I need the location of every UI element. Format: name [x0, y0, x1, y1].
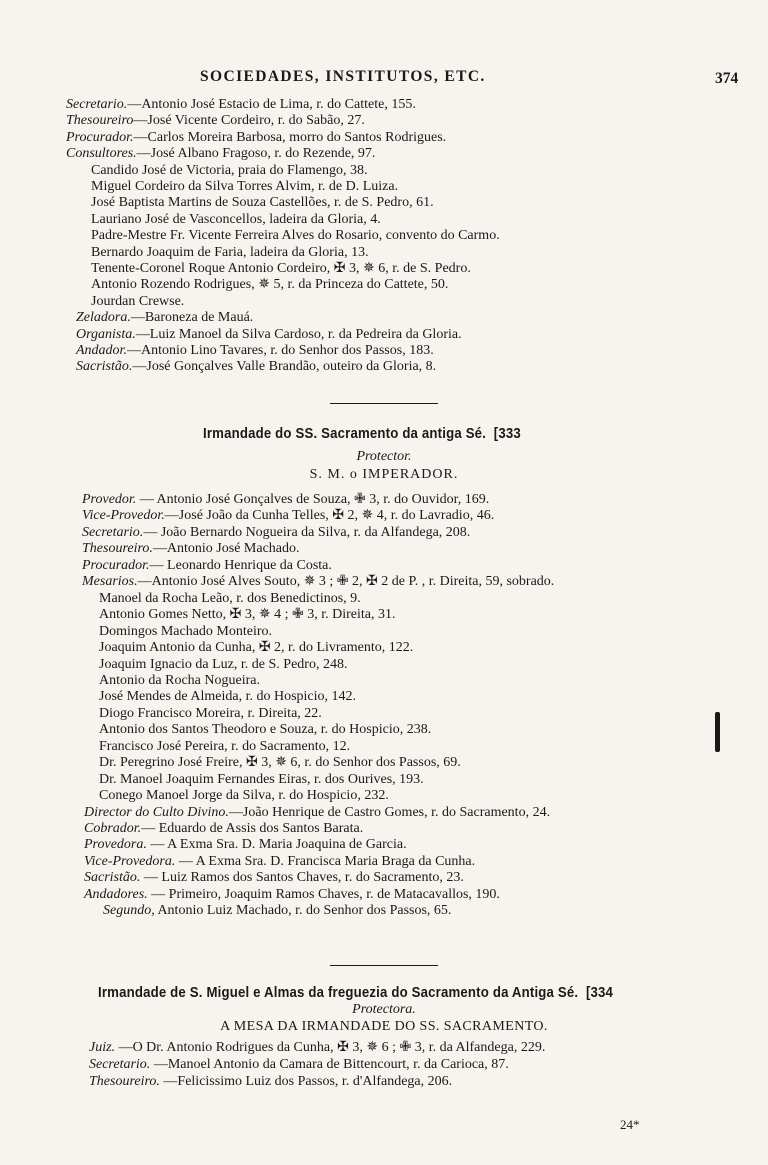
- entry-text: Dr. Manoel Joaquim Fernandes Eiras, r. dos Ourives, 193.: [99, 771, 424, 787]
- entry-role-label: Provedor.: [82, 492, 137, 507]
- entry-text: —Luiz Manoel da Silva Cardoso, r. da Pedreira da Gloria.: [135, 326, 462, 342]
- entry-line: [99, 607, 396, 623]
- entry-text: — Luiz Ramos dos Santos Chaves, r. do Sacramento, 23.: [140, 870, 464, 886]
- entry-text: —Antonio José Machado.: [152, 541, 300, 557]
- section-divider: [330, 403, 438, 404]
- entry-text: — Antonio José Gonçalves de Souza, ✙ 3, r. do Ouvidor, 169.: [136, 492, 490, 507]
- entry-line: [91, 245, 369, 261]
- entry-text: —José João da Cunha Telles, ✠ 2, ✵ 4, r. do Lavradio, 46.: [164, 508, 495, 524]
- entry-line: [91, 261, 471, 277]
- entry-text: —José Albano Fragoso, r. do Rezende, 97.: [136, 146, 376, 162]
- entry-line: [82, 508, 494, 524]
- entry-text: —Antonio Lino Tavares, r. do Senhor dos Passos, 183.: [126, 343, 434, 358]
- entry-role-label: Vice-Provedor.: [82, 508, 165, 524]
- protector-name: S. M. o IMPERADOR.: [309, 467, 459, 482]
- entry-text: —Carlos Moreira Barbosa, morro do Santos Rodrigues.: [133, 129, 447, 145]
- entry-role-label: Provedora.: [84, 837, 147, 853]
- entry-line: [89, 1057, 509, 1073]
- entry-role-label: Cobrador.: [84, 821, 142, 836]
- entry-line: [91, 277, 448, 293]
- margin-bracket-mark: [715, 712, 720, 752]
- entry-text: — João Bernardo Nogueira da Silva, r. da Alfandega, 208.: [143, 524, 471, 540]
- entry-line: [82, 558, 332, 574]
- protectora-label: Protectora.: [352, 1002, 416, 1017]
- entry-role-label: Procurador.: [82, 557, 150, 573]
- entry-text: Candido José de Victoria, praia do Flamengo, 38.: [91, 162, 368, 178]
- entry-line: [99, 739, 350, 755]
- entry-text: Dr. Peregrino José Freire, ✠ 3, ✵ 6, r. do Senhor dos Passos, 69.: [99, 755, 461, 771]
- entry-role-label: Sacristão.: [84, 870, 141, 886]
- entry-line: [99, 591, 361, 607]
- entry-line: [91, 195, 434, 211]
- entry-text: Joaquim Antonio da Cunha, ✠ 2, r. do Livramento, 122.: [99, 640, 414, 656]
- entry-text: —Felicissimo Luiz dos Passos, r. d'Alfandega, 206.: [159, 1074, 453, 1089]
- protector-label: Protector.: [356, 449, 412, 464]
- entry-line: [99, 673, 260, 689]
- entry-text: Antonio Rozendo Rodrigues, ✵ 5, r. da Princeza do Cattete, 50.: [91, 277, 449, 293]
- entry-text: Joaquim Ignacio da Luz, r. de S. Pedro, 248.: [99, 656, 348, 672]
- entry-line: [99, 624, 272, 640]
- entry-line: [84, 837, 407, 853]
- entry-line: [89, 1074, 452, 1090]
- header-title: SOCIEDADES, INSTITUTOS, ETC.: [200, 68, 486, 85]
- entry-text: Diogo Francisco Moreira, r. Direita, 22.: [99, 705, 322, 721]
- entry-line: [82, 541, 300, 557]
- entry-line: [84, 870, 464, 886]
- entry-text: —O Dr. Antonio Rodrigues da Cunha, ✠ 3, ✵ 6 ; ✙ 3, r. da Alfandega, 229.: [115, 1040, 546, 1055]
- entry-text: Miguel Cordeiro da Silva Torres Alvim, r. de D. Luiza.: [91, 179, 399, 194]
- protectora-name: A MESA DA IRMANDADE DO SS. SACRAMENTO.: [220, 1019, 548, 1034]
- entry-line: [91, 179, 398, 195]
- entry-line: [66, 97, 416, 113]
- entry-role-label: Secretario.: [66, 97, 128, 112]
- entry-line: [76, 359, 436, 375]
- entry-line: [84, 854, 475, 870]
- entry-text: —Antonio José Alves Souto, ✵ 3 ; ✙ 2, ✠ 2 de P. , r. Direita, 59, sobrado.: [137, 574, 555, 590]
- entry-line: [99, 706, 322, 722]
- entry-role-label: Secretario.: [89, 1057, 151, 1072]
- entry-role-label: Sacristão.: [76, 359, 133, 375]
- entry-line: [82, 525, 470, 541]
- entry-role-label: Andadores.: [84, 886, 148, 902]
- section-divider: [330, 965, 438, 966]
- entry-role-label: Thesoureiro.: [82, 541, 153, 557]
- entry-line: [66, 113, 365, 129]
- entry-line: [82, 574, 554, 590]
- entry-line: [76, 327, 462, 343]
- entry-line: [76, 310, 253, 326]
- entry-text: —João Henrique de Castro Gomes, r. do Sacramento, 24.: [228, 804, 551, 820]
- entry-text: Jourdan Crewse.: [91, 293, 185, 309]
- entry-text: — Leonardo Henrique da Costa.: [149, 557, 332, 573]
- entry-role-label: Segundo,: [103, 903, 155, 919]
- entry-role-label: Organista.: [76, 326, 136, 342]
- entry-text: José Mendes de Almeida, r. do Hospicio, 142.: [99, 689, 357, 705]
- entry-line: [91, 163, 368, 179]
- entry-text: — Primeiro, Joaquim Ramos Chaves, r. de Matacavallos, 190.: [147, 886, 500, 902]
- entry-text: Antonio da Rocha Nogueira.: [99, 672, 260, 688]
- entry-line: [84, 887, 500, 903]
- entry-line: [82, 492, 489, 508]
- entry-text: Antonio Luiz Machado, r. do Senhor dos Passos, 65.: [154, 903, 452, 919]
- entry-role-label: Zeladora.: [76, 310, 131, 326]
- entry-text: José Baptista Martins de Souza Castellões, r. de S. Pedro, 61.: [91, 195, 434, 211]
- entry-text: Bernardo Joaquim de Faria, ladeira da Gloria, 13.: [91, 244, 369, 260]
- entry-text: —José Gonçalves Valle Brandão, outeiro da Gloria, 8.: [132, 359, 437, 375]
- entry-line: [99, 722, 431, 738]
- entry-text: Domingos Machado Monteiro.: [99, 623, 273, 639]
- entry-line: [99, 788, 389, 804]
- entry-line: [99, 772, 424, 788]
- entry-role-label: Director do Culto Divino.: [84, 804, 229, 820]
- section-title-sacramento: Irmandade do SS. Sacramento da antiga Sé. [333: [203, 425, 521, 442]
- running-header: [0, 68, 768, 92]
- entry-line: [89, 1040, 545, 1056]
- entry-text: —Antonio José Estacio de Lima, r. do Cattete, 155.: [127, 97, 416, 112]
- entry-role-label: Consultores.: [66, 146, 137, 162]
- entry-text: Conego Manoel Jorge da Silva, r. do Hospicio, 232.: [99, 788, 389, 804]
- entry-line: [91, 294, 184, 310]
- entry-role-label: Mesarios.: [82, 574, 138, 590]
- entry-role-label: Procurador.: [66, 129, 134, 145]
- entry-line: [99, 689, 356, 705]
- entry-text: Lauriano José de Vasconcellos, ladeira da Gloria, 4.: [91, 211, 381, 227]
- entry-text: Manoel da Rocha Leão, r. dos Benedictinos, 9.: [99, 590, 361, 606]
- entry-role-label: Juiz.: [89, 1040, 116, 1055]
- entry-line: [66, 146, 375, 162]
- entry-line: [66, 130, 446, 146]
- signature-mark: 24*: [620, 1117, 640, 1132]
- entry-role-label: Vice-Provedora.: [84, 853, 176, 869]
- entry-role-label: Secretario.: [82, 524, 144, 540]
- entry-text: — Eduardo de Assis dos Santos Barata.: [141, 821, 364, 836]
- entry-role-label: Thesoureiro.: [89, 1074, 160, 1089]
- entry-role-label: Thesoureiro: [66, 113, 134, 129]
- entry-line: [99, 657, 347, 673]
- entry-line: [103, 903, 451, 919]
- entry-line: [76, 343, 434, 359]
- entry-role-label: Andador.: [76, 343, 127, 358]
- section-title-s-miguel: Irmandade de S. Miguel e Almas da freguezia do Sacramento da Antiga Sé. [334: [98, 984, 614, 1001]
- entry-text: — A Exma Sra. D. Francisca Maria Braga da Cunha.: [175, 853, 476, 869]
- entry-text: —José Vicente Cordeiro, r. do Sabão, 27.: [133, 113, 365, 129]
- entry-line: [84, 821, 363, 837]
- entry-line: [91, 212, 381, 228]
- entry-text: —Baroneza de Mauá.: [130, 310, 254, 326]
- entry-line: [91, 228, 500, 244]
- entry-text: —Manoel Antonio da Camara de Bittencourt, r. da Carioca, 87.: [150, 1057, 509, 1072]
- entry-text: Antonio Gomes Netto, ✠ 3, ✵ 4 ; ✙ 3, r. Direita, 31.: [99, 607, 396, 623]
- entry-text: — A Exma Sra. D. Maria Joaquina de Garcia.: [146, 837, 407, 853]
- entry-line: [99, 755, 461, 771]
- entry-text: Tenente-Coronel Roque Antonio Cordeiro, ✠ 3, ✵ 6, r. de S. Pedro.: [91, 261, 471, 276]
- entry-line: [99, 640, 413, 656]
- entry-text: Francisco José Pereira, r. do Sacramento, 12.: [99, 738, 351, 754]
- page-number: 374: [715, 70, 739, 87]
- entry-text: Antonio dos Santos Theodoro e Souza, r. do Hospicio, 238.: [99, 722, 432, 738]
- entry-text: Padre-Mestre Fr. Vicente Ferreira Alves do Rosario, convento do Carmo.: [91, 228, 500, 244]
- entry-line: [84, 805, 550, 821]
